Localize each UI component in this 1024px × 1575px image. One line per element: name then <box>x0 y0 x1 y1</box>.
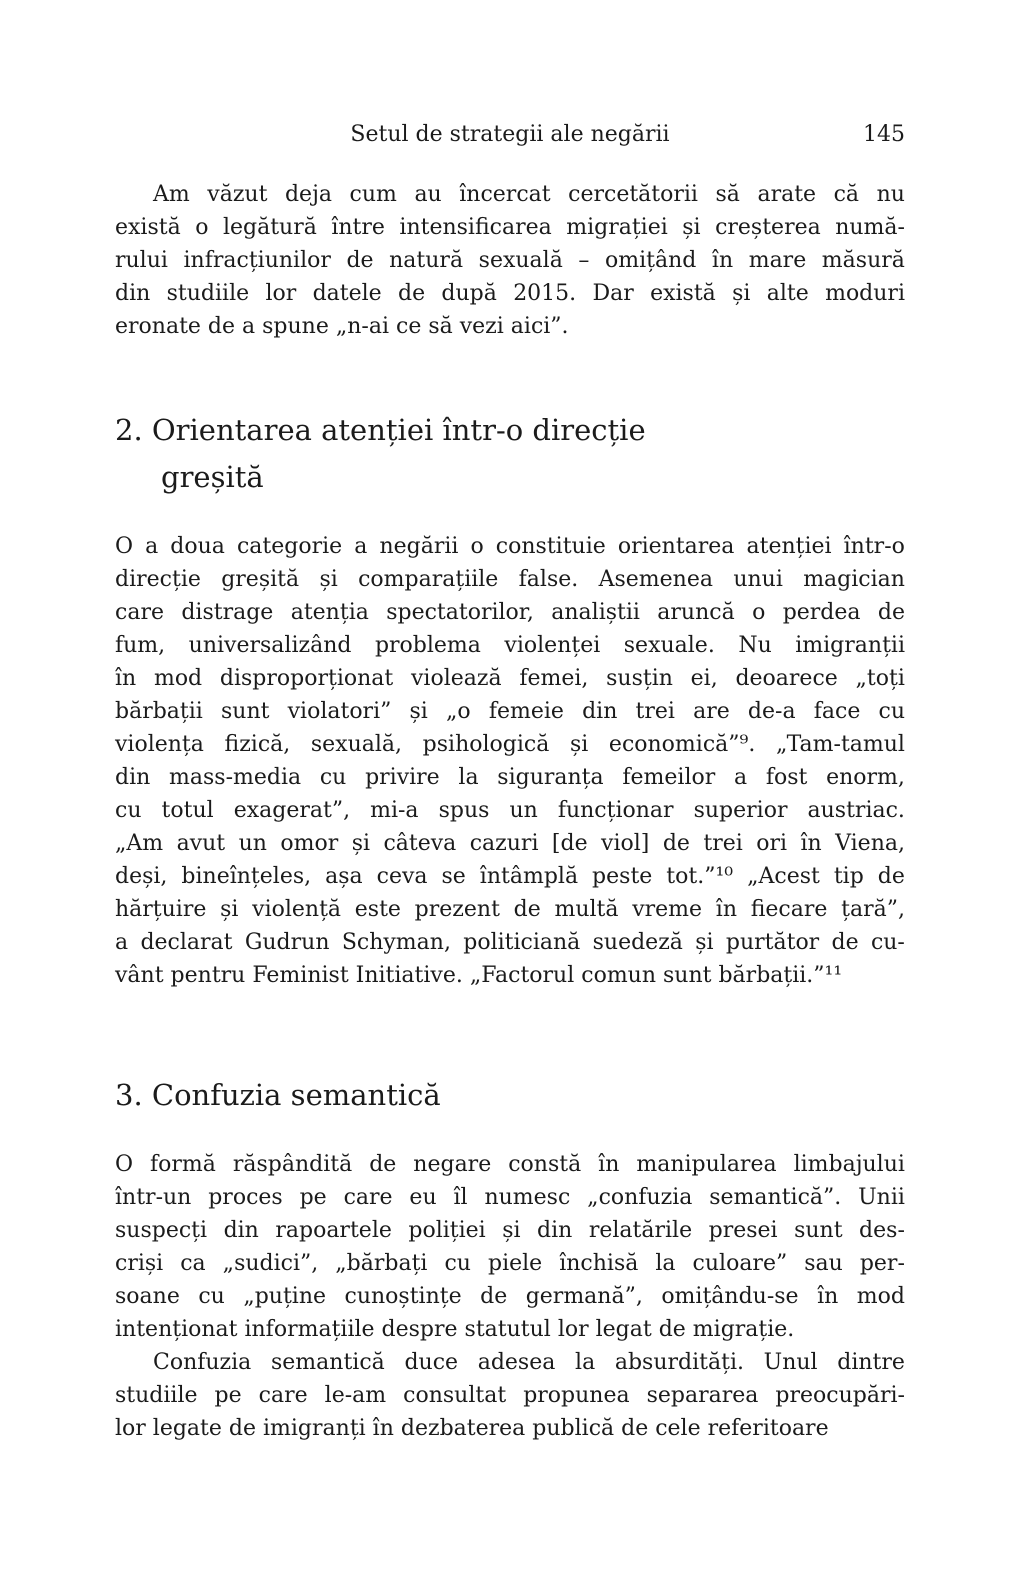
text-line: fum, universalizând problema violenței sexuale. Nu imigranții <box>115 633 905 658</box>
text-line: violența fizică, sexuală, psihologică și economică”⁹. „Tam-tamul <box>115 732 905 757</box>
text-line: intenționat informațiile despre statutul lor legat de migrație. <box>115 1317 795 1342</box>
text-line: care distrage atenția spectatorilor, analiștii aruncă o perdea de <box>115 600 905 625</box>
text-line: cu totul exagerat”, mi-a spus un funcționar superior austriac. <box>115 798 905 823</box>
page-number: 145 <box>863 122 905 147</box>
section-heading-3 <box>115 1072 905 1119</box>
text-line: soane cu „puține cunoștințe de germană”, omițându-se în mod <box>115 1284 905 1309</box>
text-line: din mass-media cu privire la siguranța femeilor a fost enorm, <box>115 765 905 790</box>
text-line: lor legate de imigranți în dezbaterea publică de cele referitoare <box>115 1416 829 1441</box>
text-line: greșită <box>161 460 264 494</box>
running-header <box>115 118 905 151</box>
text-line: O a doua categorie a negării o constituie orientarea atenției într-o <box>115 534 905 559</box>
text-line: a declarat Gudrun Schyman, politiciană suedeză și purtător de cu- <box>115 930 905 955</box>
running-header-title: Setul de strategii ale negării <box>350 122 670 147</box>
paragraph-semantic <box>115 1148 905 1346</box>
text-line: O formă răspândită de negare constă în manipularea limbajului <box>115 1152 905 1177</box>
text-line: bărbații sunt violatori” și „o femeie din trei are de-a face cu <box>115 699 905 724</box>
text-line: „Am avut un omor și câteva cazuri [de viol] de trei ori în Viena, <box>115 831 905 856</box>
text-line: există o legătură între intensificarea migrației și creșterea numă- <box>115 215 905 240</box>
paragraph-semantic-continued <box>115 1346 905 1445</box>
text-line: Confuzia semantică duce adesea la absurdități. Unul dintre <box>153 1350 905 1375</box>
section-heading-2 <box>115 407 905 501</box>
text-line: din studiile lor datele de după 2015. Dar există și alte moduri <box>115 281 905 306</box>
text-line: hărțuire și violență este prezent de multă vreme în fiecare țară”, <box>115 897 905 922</box>
text-line: criși ca „sudici”, „bărbați cu piele închisă la culoare” sau per- <box>115 1251 905 1276</box>
paragraph-intro <box>115 178 905 343</box>
text-line: direcție greșită și comparațiile false. Asemenea unui magician <box>115 567 905 592</box>
text-line: Am văzut deja cum au încercat cercetătorii să arate că nu <box>153 182 905 207</box>
paragraph-misdirection <box>115 530 905 992</box>
text-line: în mod disproporționat violează femei, susțin ei, deoarece „toți <box>115 666 905 691</box>
text-line: eronate de a spune „n-ai ce să vezi aici”. <box>115 314 569 339</box>
text-line: 2. Orientarea atenției într-o direcție <box>115 413 646 447</box>
text-line: într-un proces pe care eu îl numesc „confuzia semantică”. Unii <box>115 1185 905 1210</box>
text-line: rului infracțiunilor de natură sexuală – omițând în mare măsură <box>115 248 905 273</box>
text-line: vânt pentru Feminist Initiative. „Factorul comun sunt bărbații.”¹¹ <box>115 963 843 988</box>
text-line: deși, bineînțeles, așa ceva se întâmplă peste tot.”¹⁰ „Acest tip de <box>115 864 905 889</box>
text-line: studiile pe care le-am consultat propunea separarea preocupări- <box>115 1383 905 1408</box>
text-line: suspecți din rapoartele poliției și din relatările presei sunt des- <box>115 1218 905 1243</box>
text-line: 3. Confuzia semantică <box>115 1078 441 1112</box>
